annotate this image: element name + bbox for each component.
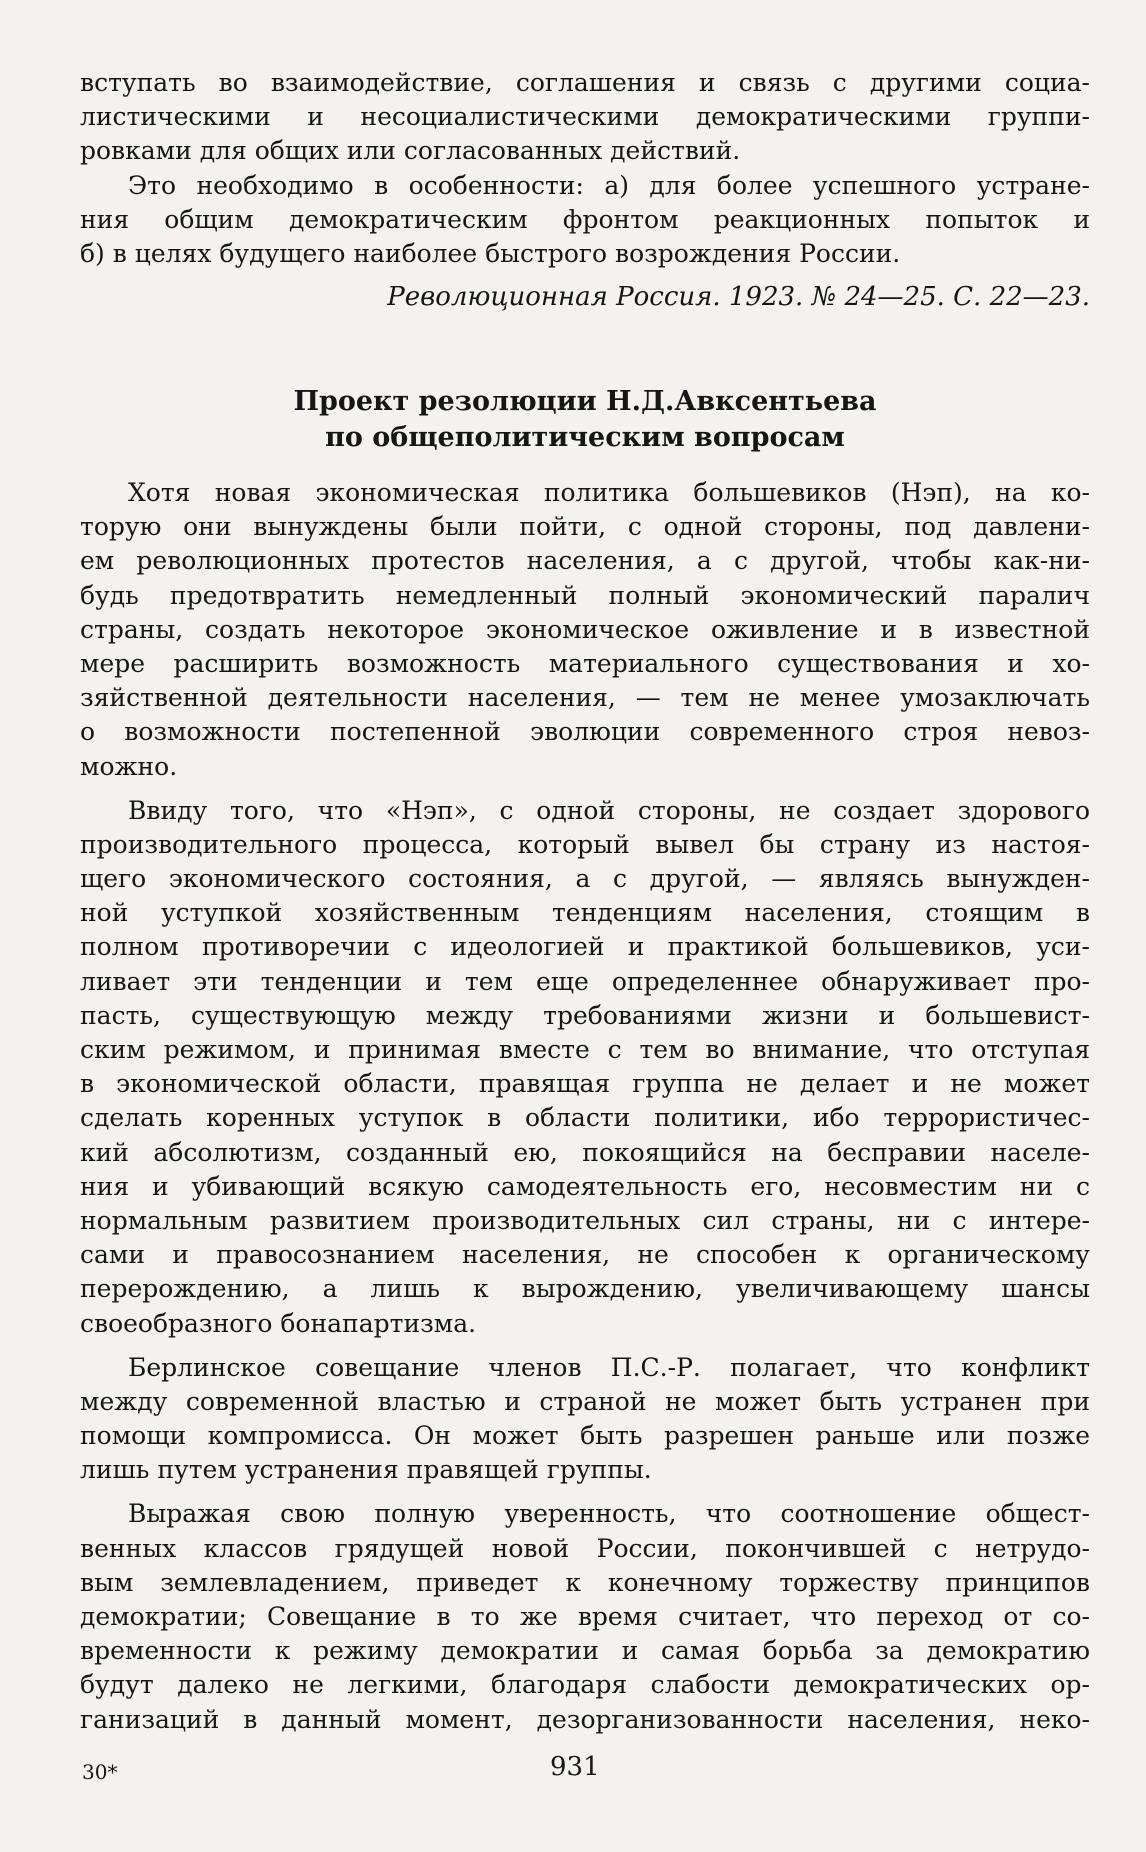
title-line: по общеполитическим вопросам (325, 422, 845, 453)
text-line: вступать во взаимодействие, соглашения и связь с другими социа- (80, 68, 1090, 97)
text-line: Выражая свою полную уверенность, что соотношение общест- (128, 1499, 1090, 1529)
text-line: страны, создать некоторое экономическое оживление и в известной (80, 614, 1090, 644)
text-line: ганизаций в данный момент, дезорганизованности населения, неко- (80, 1704, 1090, 1734)
text-line: вым землевладением, приведет к конечному торжеству принципов (80, 1567, 1090, 1597)
source-citation: Революционная Россия. 1923. № 24—25. С. 22—23. (387, 282, 1090, 312)
text-line: ским режимом, и принимая вместе с тем во внимание, что отступая (80, 1035, 1090, 1064)
text-line: сами и правосознанием населения, не способен к органическому (80, 1240, 1090, 1270)
text-line: пасть, существующую между требованиями жизни и большевист- (80, 1000, 1090, 1030)
text-line: в экономической области, правящая группа не делает и не может (80, 1069, 1090, 1099)
text-line: торую они вынуждены были пойти, с одной стороны, под давлени- (80, 512, 1090, 542)
text-line: зяйственной деятельности населения, — тем не менее умозаключать (80, 683, 1090, 713)
text-line: ливает эти тенденции и тем еще определеннее обнаруживает про- (80, 966, 1090, 996)
text-line: будут далеко не легкими, благодаря слабости демократических ор- (80, 1670, 1090, 1700)
text-line: Ввиду того, что «Нэп», с одной стороны, не создает здорового (128, 795, 1090, 825)
text-line: ния и убивающий всякую самодеятельность его, несовместим ни с (80, 1171, 1090, 1201)
text-line: временности к режиму демократии и самая борьба за демократию (80, 1636, 1090, 1666)
text-line: листическими и несоциалистическими демократическими группи- (80, 102, 1090, 132)
text-line: щего экономического состояния, а с другой, — являясь вынужден- (80, 864, 1090, 894)
text-line: б) в целях будущего наиболее быстрого возрождения России. (80, 238, 901, 268)
text-line: Это необходимо в особенности: а) для более успешного устране- (128, 170, 1090, 200)
text-line: Берлинское совещание членов П.С.-Р. полагает, что конфликт (128, 1352, 1090, 1382)
intro-block (80, 66, 1090, 271)
text-line: между современной властью и страной не может быть устранен при (80, 1386, 1090, 1416)
text-line: полном противоречии с идеологией и практикой большевиков, уси- (80, 932, 1090, 962)
document-title (80, 384, 1090, 456)
resolution-body (80, 478, 1090, 1739)
signature-mark: 30* (82, 1760, 118, 1784)
paragraph (80, 1499, 1090, 1738)
text-line: ния общим демократическим фронтом реакционных попыток и (80, 204, 1090, 234)
paragraph (80, 796, 1090, 1343)
text-line: демократии; Совещание в то же время считает, что переход от со- (80, 1602, 1090, 1631)
text-line: своеобразного бонапартизма. (80, 1308, 477, 1338)
text-line: кий абсолютизм, созданный ею, покоящийся на бесправии населе- (80, 1137, 1090, 1167)
title-line: Проект резолюции Н.Д.Авксентьева (293, 386, 877, 417)
text-line: производительного процесса, который вывел бы страну из настоя- (80, 829, 1090, 859)
text-line: сделать коренных уступок в области политики, ибо террористичес- (80, 1103, 1090, 1133)
paragraph (80, 1353, 1090, 1490)
text-line: нормальным развитием производительных сил страны, ни с интере- (80, 1205, 1090, 1235)
text-line: лишь путем устранения правящей группы. (80, 1455, 652, 1485)
text-line: венных классов грядущей новой России, покончившей с нетрудо- (80, 1533, 1090, 1563)
text-line: ровками для общих или согласованных действий. (80, 136, 741, 166)
text-line: можно. (80, 751, 178, 781)
text-line: Хотя новая экономическая политика большевиков (Нэп), на ко- (128, 478, 1090, 507)
text-line: будь предотвратить немедленный полный экономический паралич (80, 580, 1090, 610)
text-line: перерождению, а лишь к вырождению, увеличивающему шансы (80, 1274, 1090, 1304)
page-number: 931 (550, 1752, 600, 1782)
text-line: ем революционных протестов населения, а с другой, чтобы как-ни- (80, 546, 1090, 576)
text-line: о возможности постепенной эволюции современного строя невоз- (80, 717, 1090, 747)
text-line: мере расширить возможность материального существования и хо- (80, 648, 1090, 678)
text-line: ной уступкой хозяйственным тенденциям населения, стоящим в (80, 898, 1090, 928)
paragraph (80, 478, 1090, 786)
text-line: помощи компромисса. Он может быть разрешен раньше или позже (80, 1421, 1090, 1451)
